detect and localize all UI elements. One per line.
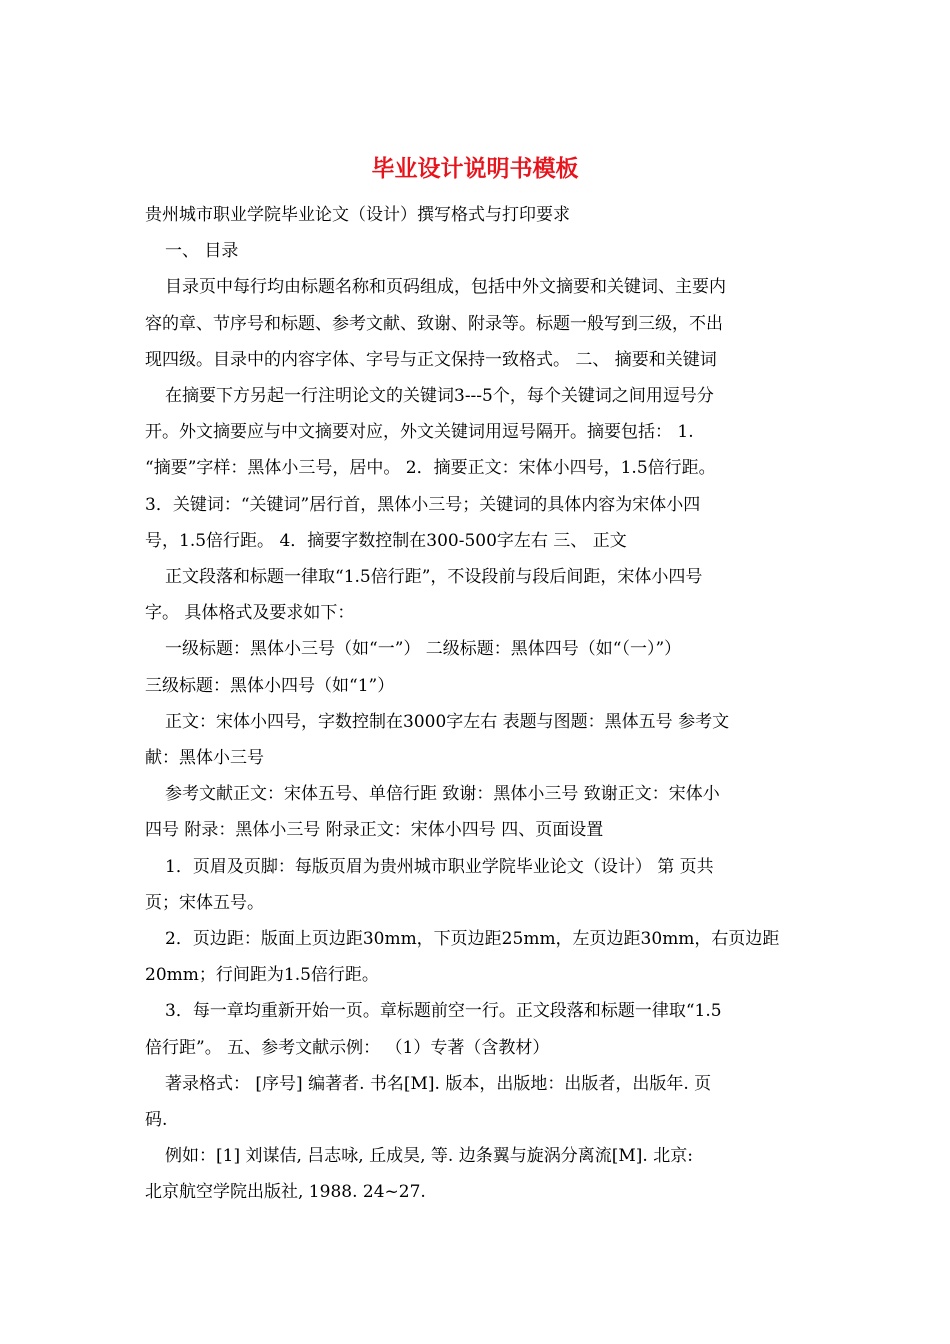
paragraph-line: 现四级。目录中的内容字体、字号与正文保持一致格式。 二、 摘要和关键词 (145, 349, 717, 370)
paragraph-line: 目录页中每行均由标题名称和页码组成，包括中外文摘要和关键词、主要内 (165, 277, 726, 298)
paragraph-line: 1．页眉及页脚：每版页眉为贵州城市职业学院毕业论文（设计） 第 页共 (165, 856, 714, 877)
section-heading-toc: 一、 目录 (165, 241, 239, 262)
paragraph-line: 四号 附录：黑体小三号 附录正文：宋体小四号 四、页面设置 (145, 820, 604, 841)
paragraph-line: 3．关键词：“关键词”居行首，黑体小三号；关键词的具体内容为宋体小四 (145, 494, 701, 515)
paragraph-line: 正文段落和标题一律取“1.5倍行距”，不设段前与段后间距，宋体小四号 (165, 567, 703, 588)
paragraph-line: 倍行距”。 五、参考文献示例： （1）专著（含教材） (145, 1037, 550, 1058)
document-body (145, 197, 805, 1211)
paragraph-line: 码. (145, 1110, 168, 1131)
paragraph-line: 著录格式： [序号] 编著者. 书名[M]. 版本，出版地：出版者，出版年. 页 (165, 1073, 712, 1094)
paragraph-line: 在摘要下方另起一行注明论文的关键词3---5个，每个关键词之间用逗号分 (165, 386, 714, 407)
subtitle-line: 贵州城市职业学院毕业论文（设计）撰写格式与打印要求 (145, 205, 570, 225)
paragraph-line: 献：黑体小三号 (145, 748, 264, 769)
paragraph-line: 20mm；行间距为1.5倍行距。 (145, 965, 379, 986)
paragraph-line: 一级标题：黑体小三号（如“一”） 二级标题：黑体四号（如“（一）”） (165, 639, 682, 660)
paragraph-line: 页；宋体五号。 (145, 892, 264, 913)
paragraph-line: 例如：[1] 刘谋佶, 吕志咏, 丘成昊, 等. 边条翼与旋涡分离流[M]. 北京: (165, 1146, 693, 1167)
paragraph-line: 三级标题：黑体小四号（如“1”） (145, 675, 395, 696)
paragraph-line: 参考文献正文：宋体五号、单倍行距 致谢：黑体小三号 致谢正文：宋体小 (165, 784, 720, 805)
paragraph-line: 北京航空学院出版社, 1988. 24~27. (145, 1182, 426, 1203)
paragraph-line: 容的章、节序号和标题、参考文献、致谢、附录等。标题一般写到三级，不出 (145, 313, 723, 334)
paragraph-line: “摘要”字样：黑体小三号，居中。 2．摘要正文：宋体小四号，1.5倍行距。 (145, 458, 716, 479)
paragraph-line: 字。 具体格式及要求如下： (145, 603, 355, 624)
document-title: 毕业设计说明书模板 (371, 156, 579, 182)
paragraph-line: 开。外文摘要应与中文摘要对应，外文关键词用逗号隔开。摘要包括： 1. (145, 422, 694, 443)
paragraph-line: 3．每一章均重新开始一页。章标题前空一行。正文段落和标题一律取“1.5 (165, 1001, 722, 1022)
paragraph-line: 正文：宋体小四号，字数控制在3000字左右 表题与图题：黑体五号 参考文 (165, 711, 730, 732)
paragraph-line: 2．页边距：版面上页边距30mm，下页边距25mm，左页边距30mm，右页边距 (165, 929, 780, 950)
paragraph-line: 号，1.5倍行距。 4．摘要字数控制在300-500字左右 三、 正文 (145, 530, 627, 551)
